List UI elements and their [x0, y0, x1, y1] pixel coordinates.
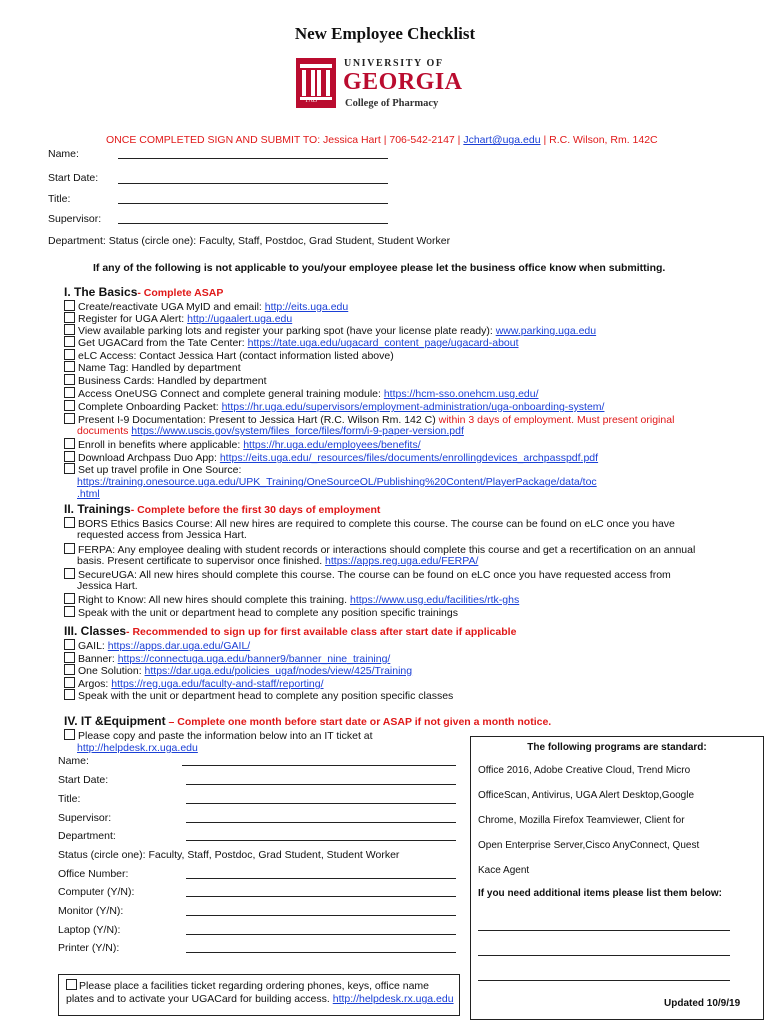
- checkbox[interactable]: [64, 517, 75, 528]
- section-classes-heading: [64, 624, 516, 638]
- item-link[interactable]: https://www.uscis.gov/system/files_force/files/form/i-9-paper-version.pdf: [131, 425, 464, 437]
- item-text: Speak with the unit or department head to complete any position specific trainings: [78, 607, 458, 619]
- checkbox[interactable]: [64, 387, 75, 398]
- list-item-continued: [77, 488, 100, 500]
- basics-heading-text: I. The Basics: [64, 285, 138, 299]
- item-text: Please copy and paste the information below into an IT ticket at: [78, 730, 373, 742]
- checkbox[interactable]: [64, 664, 75, 675]
- section-basics-heading: [64, 285, 223, 299]
- logo-line2: GEORGIA: [343, 69, 463, 95]
- checkbox[interactable]: [64, 361, 75, 372]
- it-office-field[interactable]: [186, 878, 456, 879]
- trainings-subheading: - Complete before the first 30 days of employment: [130, 504, 381, 516]
- item-text: Register for UGA Alert:: [78, 313, 188, 325]
- logo-line3: College of Pharmacy: [345, 98, 439, 109]
- it-office-label: Office Number:: [58, 868, 129, 880]
- item-text-cont: Jessica Hart.: [77, 580, 138, 592]
- submit-instructions: [106, 134, 658, 146]
- standard-programs-box: [470, 736, 764, 1020]
- it-monitor-label: Monitor (Y/N):: [58, 905, 124, 917]
- item-link[interactable]: https://www.usg.edu/facilities/rtk-ghs: [349, 594, 520, 606]
- it-supervisor-field[interactable]: [186, 822, 456, 823]
- facilities-line-2: [66, 993, 454, 1005]
- checkbox[interactable]: [64, 677, 75, 688]
- list-item: [64, 729, 373, 742]
- list-item-continued: [77, 555, 478, 567]
- it-computer-label: Computer (Y/N):: [58, 886, 135, 898]
- additional-item-line[interactable]: [478, 955, 730, 956]
- it-start-date-label: Start Date:: [58, 774, 109, 786]
- list-item: [64, 336, 519, 349]
- checkbox[interactable]: [64, 652, 75, 663]
- checkbox[interactable]: [64, 400, 75, 411]
- item-link[interactable]: https://training.onesource.uga.edu/UPK_Training/OneSourceOL/Publishing%20Content/PlayerPackage/data/toc: [77, 476, 597, 488]
- item-text: One Solution:: [78, 665, 145, 677]
- item-link[interactable]: .html: [77, 488, 100, 500]
- item-text: GAIL:: [78, 640, 108, 652]
- item-text: eLC Access: Contact Jessica Hart (contact information listed above): [78, 350, 394, 362]
- it-status-label: Status (circle one): Faculty, Staff, Postdoc, Grad Student, Student Worker: [58, 849, 400, 861]
- list-item-continued: [77, 476, 597, 488]
- logo-year: 1785: [305, 98, 317, 104]
- it-monitor-field[interactable]: [186, 915, 456, 916]
- checkbox[interactable]: [64, 543, 75, 554]
- checkbox[interactable]: [64, 413, 75, 424]
- checkbox[interactable]: [64, 451, 75, 462]
- item-text: Complete Onboarding Packet:: [78, 401, 222, 413]
- checkbox[interactable]: [64, 438, 75, 449]
- list-item: [64, 438, 421, 451]
- it-name-field[interactable]: [182, 765, 456, 766]
- item-text: Business Cards: Handled by department: [78, 375, 267, 387]
- section-trainings-heading: [64, 502, 380, 516]
- item-deadline-cont: documents: [77, 425, 132, 437]
- notice-text: If any of the following is not applicable to you/your employee please let the business office know when submitting.: [93, 262, 666, 274]
- classes-subheading: - Recommended to sign up for first available class after start date if applicable: [126, 626, 517, 638]
- facilities-text: Please place a facilities ticket regarding ordering phones, keys, office name: [79, 980, 430, 992]
- it-name-label: Name:: [58, 755, 89, 767]
- it-laptop-field[interactable]: [186, 934, 456, 935]
- checkbox[interactable]: [64, 639, 75, 650]
- basics-subheading: - Complete ASAP: [137, 287, 224, 299]
- updated-date: Updated 10/9/19: [664, 998, 741, 1009]
- item-link[interactable]: https://tate.uga.edu/ugacard_content_page/ugacard-about: [247, 337, 519, 349]
- list-item: [64, 400, 604, 413]
- submit-prefix: ONCE COMPLETED SIGN AND SUBMIT TO: Jessica Hart | 706-542-2147 |: [106, 134, 464, 146]
- trainings-heading-text: II. Trainings: [64, 502, 131, 516]
- standard-line-3: Chrome, Mozilla Firefox Teamviewer, Client for: [478, 815, 685, 826]
- page-title: New Employee Checklist: [294, 24, 476, 43]
- supervisor-label: Supervisor:: [48, 213, 102, 225]
- item-text: Get UGACard from the Tate Center:: [78, 337, 248, 349]
- checkbox[interactable]: [64, 349, 75, 360]
- item-text: View available parking lots and register your parking spot (have your license plate ready):: [78, 325, 496, 337]
- item-text: Enroll in benefits where applicable:: [78, 439, 244, 451]
- it-title-label: Title:: [58, 793, 81, 805]
- classes-heading-text: III. Classes: [64, 624, 127, 638]
- item-link[interactable]: https://apps.reg.uga.edu/FERPA/: [325, 555, 479, 567]
- helpdesk-link[interactable]: http://helpdesk.rx.uga.edu: [77, 742, 198, 754]
- checkbox[interactable]: [64, 729, 75, 740]
- checkbox[interactable]: [64, 593, 75, 604]
- start-date-label: Start Date:: [48, 172, 99, 184]
- list-item-continued: [77, 425, 464, 437]
- item-text: BORS Ethics Basics Course: All new hires are required to complete this course. The course can be found on eLC once you have: [78, 518, 675, 530]
- it-title-field[interactable]: [186, 803, 456, 804]
- it-heading-text: IV. IT &Equipment: [64, 714, 166, 728]
- item-link[interactable]: https://connectuga.uga.edu/banner9/banner_nine_training/: [117, 653, 391, 665]
- item-text-cont: requested access from Jessica Hart.: [77, 529, 247, 541]
- checkbox[interactable]: [64, 324, 75, 335]
- list-item: [64, 374, 267, 387]
- checkbox[interactable]: [66, 979, 77, 990]
- it-printer-label: Printer (Y/N):: [58, 942, 120, 954]
- item-text: Set up travel profile in One Source:: [78, 464, 242, 476]
- title-field[interactable]: [118, 203, 388, 204]
- item-link[interactable]: https://apps.dar.uga.edu/GAIL/: [107, 640, 251, 652]
- item-text: Name Tag: Handled by department: [78, 362, 241, 374]
- item-text: FERPA: Any employee dealing with student records or interactions should complete this course and get a recertification on an annual: [78, 544, 696, 556]
- it-subheading: – Complete one month before start date or ASAP if not given a month notice.: [165, 716, 552, 728]
- submit-email-link[interactable]: Jchart@uga.edu: [463, 134, 541, 146]
- checkbox[interactable]: [64, 300, 75, 311]
- checkbox[interactable]: [64, 336, 75, 347]
- uga-logo: [296, 56, 476, 112]
- facilities-text-2: plates and to activate your UGACard for building access.: [66, 993, 333, 1005]
- item-text: Speak with the unit or department head to complete any position specific classes: [78, 690, 454, 702]
- name-field[interactable]: [118, 158, 388, 159]
- checkbox[interactable]: [64, 463, 75, 474]
- facilities-line-1: [66, 979, 429, 992]
- item-text: Right to Know: All new hires should complete this training.: [78, 594, 350, 606]
- list-item-continued: [77, 742, 198, 754]
- it-department-field[interactable]: [186, 840, 456, 841]
- department-label: Department: Status (circle one): Faculty, Staff, Postdoc, Grad Student, Student Worker: [48, 235, 451, 247]
- checkbox[interactable]: [64, 689, 75, 700]
- list-item: [64, 387, 539, 400]
- it-printer-field[interactable]: [186, 952, 456, 953]
- checkbox[interactable]: [64, 374, 75, 385]
- item-link[interactable]: http://eits.uga.edu: [264, 301, 349, 313]
- standard-line-2: OfficeScan, Antivirus, UGA Alert Desktop,Google: [478, 790, 695, 801]
- list-item: [64, 689, 453, 702]
- item-link[interactable]: https://reg.uga.edu/faculty-and-staff/reporting/: [111, 678, 324, 690]
- list-item: [64, 606, 458, 619]
- checkbox[interactable]: [64, 312, 75, 323]
- submit-suffix: | R.C. Wilson, Rm. 142C: [540, 134, 658, 146]
- list-item: [64, 568, 671, 581]
- list-item: [64, 664, 412, 677]
- item-text-cont: basis. Present certificate to supervisor once finished.: [77, 555, 326, 567]
- standard-programs-heading: The following programs are standard:: [527, 742, 707, 753]
- start-date-field[interactable]: [118, 183, 388, 184]
- item-link[interactable]: http://ugaalert.uga.edu: [187, 313, 293, 325]
- additional-item-line[interactable]: [478, 980, 730, 981]
- logo-line1: UNIVERSITY OF: [344, 58, 444, 69]
- it-computer-field[interactable]: [186, 896, 456, 897]
- name-label: Name:: [48, 148, 79, 160]
- item-text: Download Archpass Duo App:: [78, 452, 220, 464]
- checkbox[interactable]: [64, 606, 75, 617]
- list-item-continued: [77, 580, 138, 592]
- it-supervisor-label: Supervisor:: [58, 812, 112, 824]
- list-item: [64, 361, 241, 374]
- section-it-heading: [64, 714, 551, 728]
- standard-line-4: Open Enterprise Server,Cisco AnyConnect, Quest: [478, 840, 700, 851]
- additional-items-heading: If you need additional items please list them below:: [478, 888, 722, 899]
- standard-line-5: Kace Agent: [478, 865, 530, 876]
- item-text: Access OneUSG Connect and complete general training module:: [78, 388, 384, 400]
- item-link[interactable]: https://hcm-sso.onehcm.usg.edu/: [383, 388, 539, 400]
- facilities-helpdesk-link[interactable]: http://helpdesk.rx.uga.edu: [332, 993, 454, 1005]
- list-item-continued: [77, 529, 247, 541]
- item-text: Present I-9 Documentation: Present to Jessica Hart (R.C. Wilson Rm. 142 C): [78, 414, 439, 426]
- list-item: [64, 639, 250, 652]
- it-department-label: Department:: [58, 830, 116, 842]
- additional-item-line[interactable]: [478, 930, 730, 931]
- standard-line-1: Office 2016, Adobe Creative Cloud, Trend Micro: [478, 765, 691, 776]
- item-link[interactable]: www.parking.uga.edu: [495, 325, 597, 337]
- it-start-date-field[interactable]: [186, 784, 456, 785]
- supervisor-field[interactable]: [118, 223, 388, 224]
- item-deadline: within 3 days of employment. Must present original: [438, 414, 675, 426]
- list-item: [64, 463, 241, 476]
- item-link[interactable]: https://dar.uga.edu/policies_ugaf/nodes/view/425/Training: [144, 665, 413, 677]
- it-laptop-label: Laptop (Y/N):: [58, 924, 121, 936]
- title-label: Title:: [48, 193, 71, 205]
- item-text: Create/reactivate UGA MyID and email:: [78, 301, 265, 313]
- checkbox[interactable]: [64, 568, 75, 579]
- item-text: Argos:: [78, 678, 112, 690]
- list-item: [64, 593, 519, 606]
- item-text: SecureUGA: All new hires should complete this course. The course can be found on eLC once you have requested access from: [78, 569, 671, 581]
- item-text: Banner:: [78, 653, 118, 665]
- item-link[interactable]: https://hr.uga.edu/employees/benefits/: [243, 439, 421, 451]
- item-link[interactable]: https://eits.uga.edu/_resources/files/documents/enrollingdevices_archpasspdf.pdf: [219, 452, 599, 464]
- item-link[interactable]: https://hr.uga.edu/supervisors/employment-administration/uga-onboarding-system/: [221, 401, 605, 413]
